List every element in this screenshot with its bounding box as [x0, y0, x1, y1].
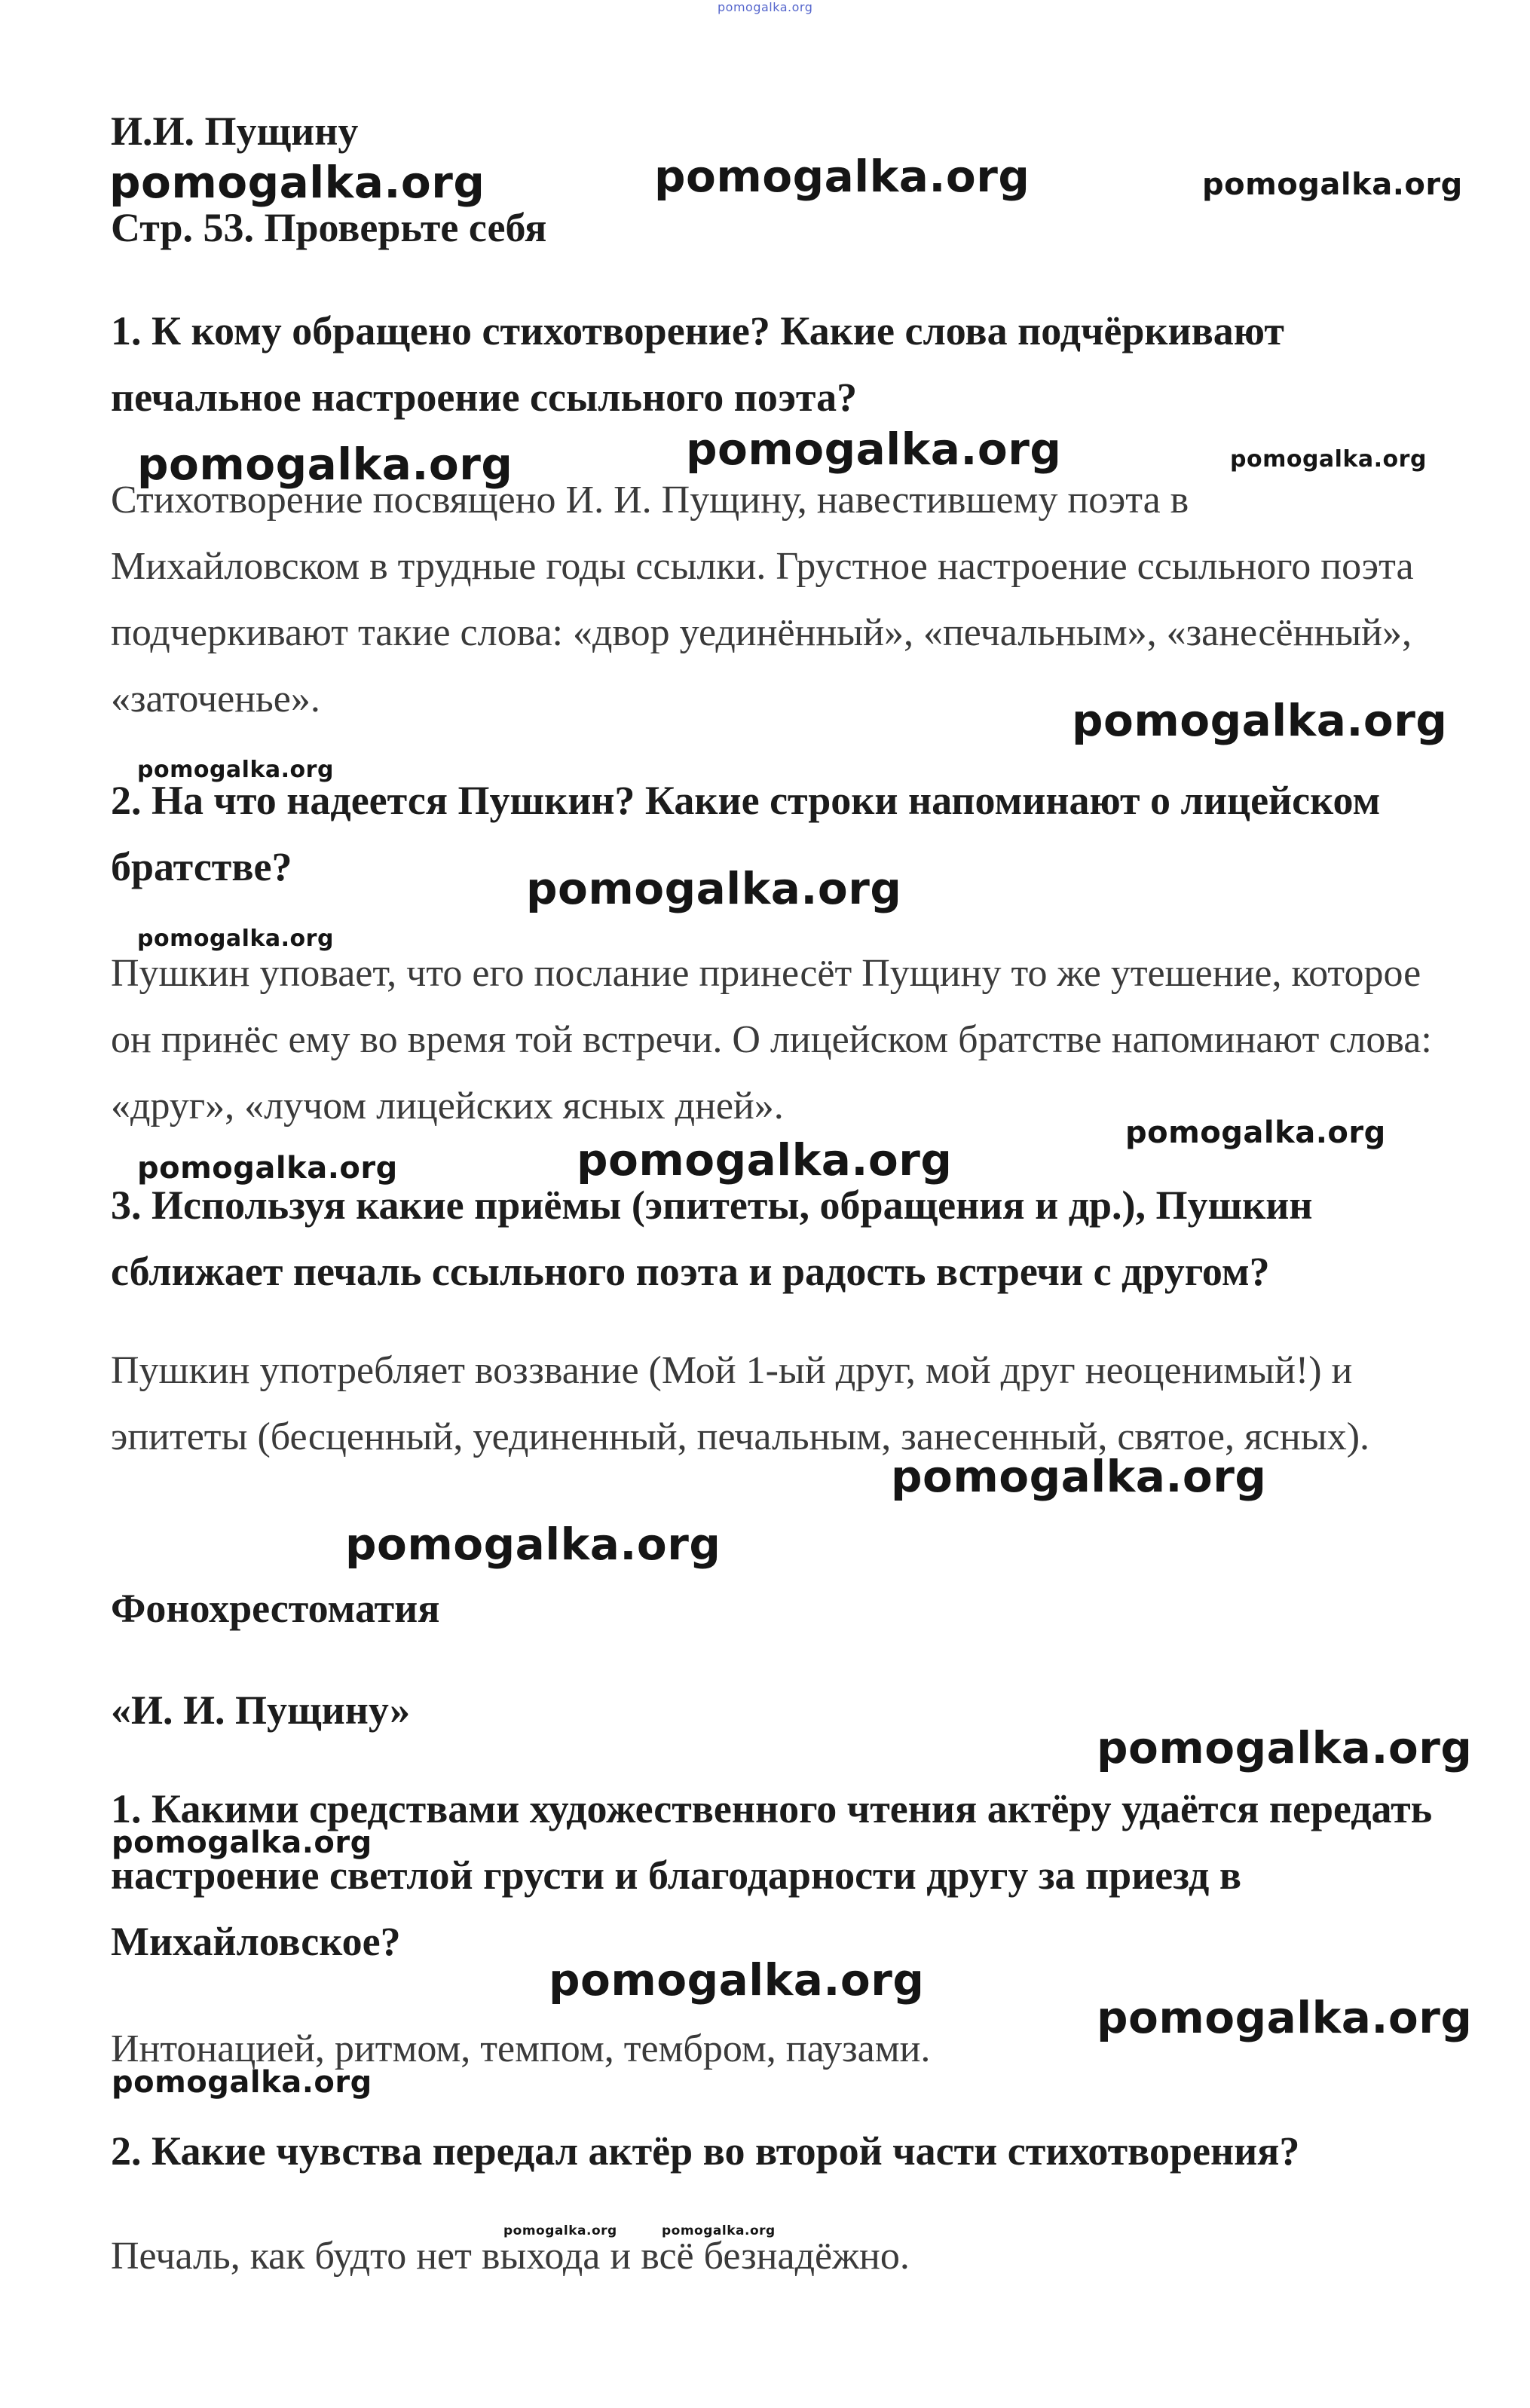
watermark: pomogalka.org — [1125, 1115, 1386, 1150]
watermark: pomogalka.org — [345, 1519, 721, 1570]
watermark: pomogalka.org — [577, 1134, 953, 1186]
watermark: pomogalka.org — [112, 1825, 372, 1860]
watermark: pomogalka.org — [137, 1151, 398, 1186]
watermark: pomogalka.org — [1097, 1722, 1473, 1773]
answer-3: Пушкин употребляет воззвание (Мой 1-ый друг, мой друг неоценимый!) и эпитеты (бесценный, уединенный, печальным, занесенный, святое, ясных). — [111, 1349, 1370, 1458]
watermark: pomogalka.org — [654, 151, 1030, 202]
phono-subheading: «И. И. Пущину» — [111, 1687, 411, 1733]
watermark: pomogalka.org — [1202, 167, 1463, 202]
watermark: pomogalka.org — [1097, 1992, 1473, 2043]
phono-answer-1: Интонацией, ритмом, темпом, тембром, паузами. — [111, 2027, 931, 2070]
watermark: pomogalka.org — [1230, 446, 1427, 473]
phono-heading: Фонохрестоматия — [111, 1586, 440, 1631]
question-1: 1. К кому обращено стихотворение? Какие слова подчёркивают печальное настроение ссыльного поэта? — [111, 308, 1284, 420]
watermark: pomogalka.org — [137, 439, 513, 490]
page-subtitle: Стр. 53. Проверьте себя — [111, 205, 547, 250]
answer-2: Пушкин уповает, что его послание принесёт Пущину то же утешение, которое он принёс ему во время той встречи. О лицейском братстве напоминают слова: «друг», «лучом лицейских ясных дней». — [111, 952, 1432, 1128]
watermark: pomogalka.org — [137, 926, 334, 952]
question-2: 2. На что надеется Пушкин? Какие строки напоминают о лицейском братстве? — [111, 778, 1381, 889]
watermark: pomogalka.org — [137, 757, 334, 783]
watermark: pomogalka.org — [526, 863, 902, 914]
watermark: pomogalka.org — [1072, 695, 1448, 746]
watermark: pomogalka.org — [686, 424, 1062, 475]
page-title: И.И. Пущину — [111, 109, 359, 154]
watermark: pomogalka.org — [549, 1954, 925, 2006]
phono-question-2: 2. Какие чувства передал актёр во второй части стихотворения? — [111, 2128, 1300, 2174]
phono-question-1: 1. Какими средствами художественного чтения актёру удаётся передать настроение светлой грусти и благодарности другу за приезд в Михайловское? — [111, 1786, 1433, 1964]
answer-1: Стихотворение посвящено И. И. Пущину, навестившему поэта в Михайловском в трудные годы ссылки. Грустное настроение ссыльного поэта подчеркивают такие слова: «двор уединённый», «печальным», «занесённый», «заточенье». — [111, 479, 1414, 721]
watermark: pomogalka.org — [891, 1451, 1267, 1502]
phono-answer-2: Печаль, как будто нет выхода и всё безнадёжно. — [111, 2235, 910, 2278]
watermark-top: pomogalka.org — [718, 0, 813, 14]
question-3: 3. Используя какие приёмы (эпитеты, обращения и др.), Пушкин сближает печаль ссыльного поэта и радость встречи с другом? — [111, 1183, 1313, 1294]
watermark: pomogalka.org — [662, 2223, 776, 2238]
watermark: pomogalka.org — [503, 2223, 617, 2238]
watermark: pomogalka.org — [112, 2065, 372, 2100]
watermark: pomogalka.org — [109, 157, 485, 208]
